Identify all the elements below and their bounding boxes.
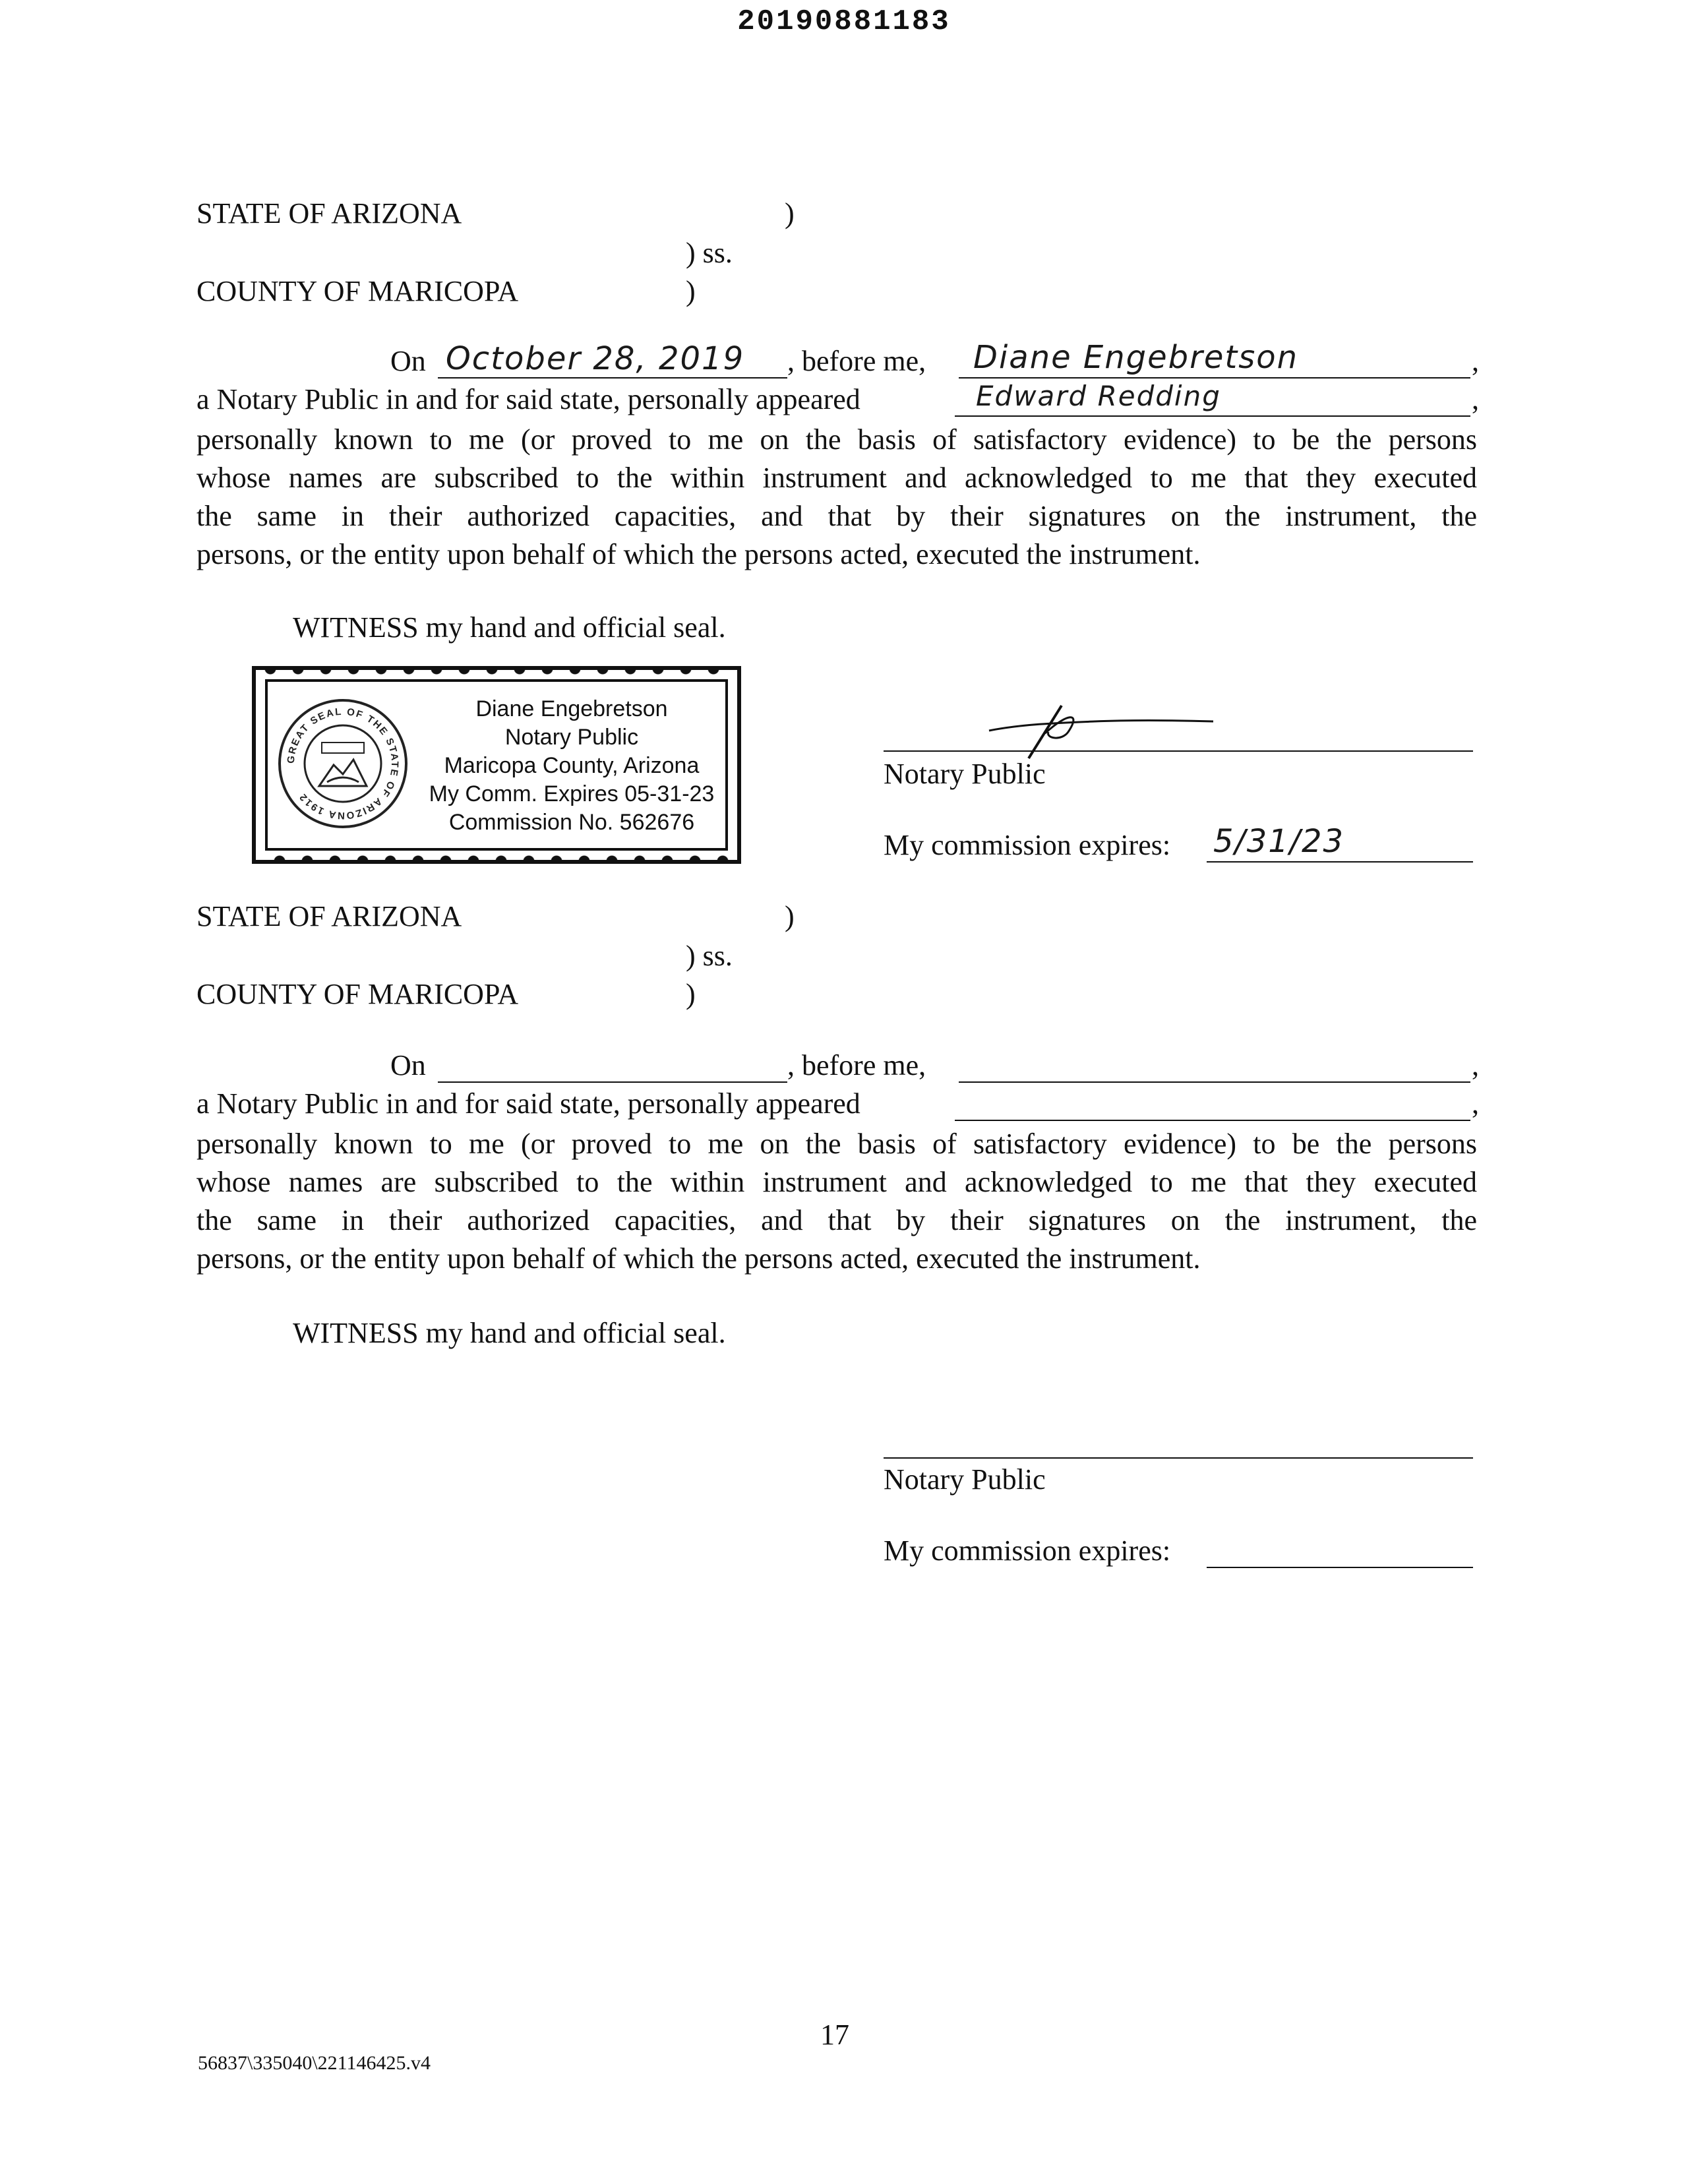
witness-line: WITNESS my hand and official seal. [293,1317,726,1349]
appeared-text: a Notary Public in and for said state, personally appeared [196,1087,860,1120]
paren: ) [785,900,795,932]
seal-line: My Comm. Expires 05-31-23 [429,781,715,806]
commission-expires-line [1207,1567,1473,1568]
document-id: 56837\335040\221146425.v4 [198,2052,431,2074]
notary-seal-stamp [252,666,741,864]
notary-signature [982,692,1220,765]
date-handwritten: October 28, 2019 [446,340,745,377]
paragraph-line: personally known to me (or proved to me on the basis of satisfactory evidence) to be the persons [196,1128,1477,1160]
paragraph-line: personally known to me (or proved to me on the basis of satisfactory evidence) to be the persons [196,423,1477,456]
appeared-name-handwritten: Edward Redding [976,380,1221,412]
commission-expires-line [1207,861,1473,863]
paragraph-line: persons, or the entity upon behalf of which the persons acted, executed the instrument. [196,1242,1201,1275]
seal-line: Commission No. 562676 [448,810,695,835]
paragraph-line: whose names are subscribed to the within instrument and acknowledged to me that they executed [196,462,1477,494]
seal-text [417,695,727,837]
ss-label: ) ss. [686,940,733,972]
svg-text:GREAT SEAL OF THE STATE OF ARI: GREAT SEAL OF THE STATE OF ARIZONA 1912 [285,706,401,822]
notary-name-line [959,377,1470,379]
paren: ) [686,275,696,307]
county-label: COUNTY OF MARICOPA [196,275,519,307]
county-label: COUNTY OF MARICOPA [196,978,519,1010]
witness-line: WITNESS my hand and official seal. [293,611,726,644]
commission-expires-label: My commission expires: [884,829,1171,861]
paragraph-line: persons, or the entity upon behalf of which the persons acted, executed the instrument. [196,538,1201,570]
on-label: On [390,1049,426,1081]
notary-signature-line [884,1457,1473,1459]
notary-public-label: Notary Public [884,1463,1046,1496]
notary-name-line [959,1081,1470,1083]
page-number: 17 [820,2018,849,2051]
acknowledgment-paragraph [196,1125,1477,1278]
state-label: STATE OF ARIZONA [196,197,462,229]
paren: ) [686,978,696,1010]
paragraph-line: whose names are subscribed to the within instrument and acknowledged to me that they executed [196,1166,1477,1198]
before-me-label: , before me, [787,345,926,377]
before-me-label: , before me, [787,1049,926,1081]
state-seal-icon [278,699,407,828]
notary-public-label: Notary Public [884,758,1046,790]
appeared-name-line [955,1120,1470,1121]
comma: , [1472,345,1479,377]
date-line [438,377,787,379]
seal-line: Maricopa County, Arizona [444,753,700,778]
commission-expires-handwritten: 5/31/23 [1213,823,1345,860]
date-line [438,1081,787,1083]
acknowledgment-paragraph [196,421,1477,574]
paren: ) [785,197,795,229]
ss-label: ) ss. [686,237,733,269]
recording-number: 20190881183 [737,5,951,38]
commission-expires-label: My commission expires: [884,1534,1171,1567]
appeared-text: a Notary Public in and for said state, personally appeared [196,383,860,415]
comma: , [1472,1087,1479,1120]
state-label: STATE OF ARIZONA [196,900,462,932]
paragraph-line: the same in their authorized capacities, and that by their signatures on the instrument, the [196,1204,1477,1236]
notary-name-handwritten: Diane Engebretson [973,339,1299,376]
appeared-name-line [955,415,1470,417]
seal-line: Diane Engebretson [475,696,668,721]
comma: , [1472,1049,1479,1081]
comma: , [1472,383,1479,415]
on-label: On [390,345,426,377]
paragraph-line: the same in their authorized capacities, and that by their signatures on the instrument, the [196,500,1477,532]
seal-line: Notary Public [504,725,639,750]
notary-signature-line [884,750,1473,752]
